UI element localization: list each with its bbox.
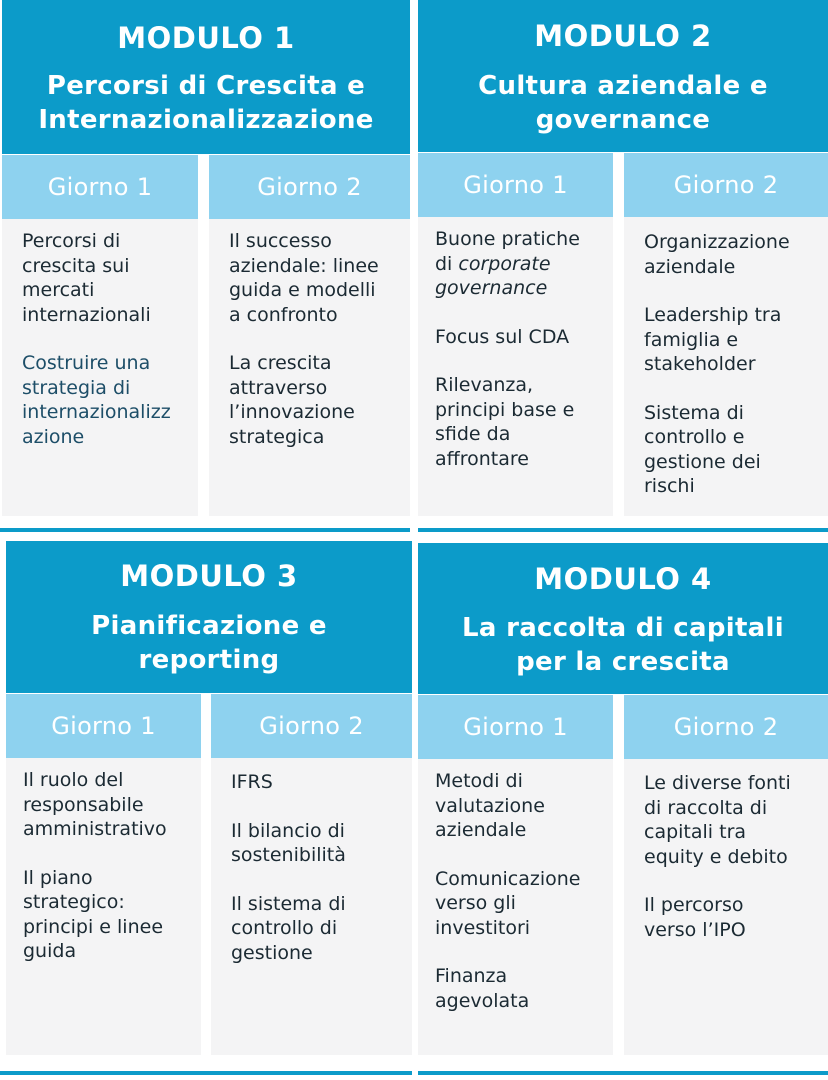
module-2 bbox=[418, 0, 828, 516]
day-2-content bbox=[624, 759, 828, 1055]
module-2-header bbox=[418, 0, 828, 152]
day-2-content bbox=[624, 217, 828, 516]
topic: Focus sul CDA bbox=[435, 325, 570, 348]
module-3-header bbox=[6, 541, 412, 693]
day-1-header: Giorno 1 bbox=[2, 155, 198, 219]
day-2-content bbox=[211, 758, 412, 1055]
module-subtitle: Pianificazione e reporting bbox=[91, 611, 327, 675]
module-1-header bbox=[2, 0, 410, 154]
divider bbox=[0, 528, 410, 532]
topic: Costruire una strategia di internazionalizz azione bbox=[22, 352, 171, 448]
topic: Il percorso verso l’IPO bbox=[644, 894, 746, 941]
topic: Le diverse fonti di raccolta di capitali tra equity e debito bbox=[644, 772, 791, 868]
topic: Percorsi di crescita sui mercati internazionali bbox=[22, 230, 151, 326]
topic: IFRS bbox=[231, 771, 273, 793]
topic: Rilevanza, principi base e sfide da affrontare bbox=[435, 374, 575, 470]
day-1-content bbox=[418, 759, 613, 1055]
module-4 bbox=[418, 543, 828, 1055]
module-4-header bbox=[418, 543, 828, 694]
day-2-content bbox=[209, 219, 410, 516]
day-2-header: Giorno 2 bbox=[624, 695, 828, 759]
module-1 bbox=[2, 0, 410, 516]
day-1-content bbox=[2, 219, 198, 516]
module-title: MODULO 1 bbox=[117, 21, 295, 55]
day-2-header: Giorno 2 bbox=[211, 694, 412, 758]
divider bbox=[0, 1071, 412, 1075]
module-subtitle: Cultura aziendale e governance bbox=[478, 71, 768, 135]
divider bbox=[418, 1071, 828, 1075]
topic bbox=[435, 227, 605, 301]
topic-text: Buone pratiche di bbox=[435, 228, 580, 275]
day-2-header: Giorno 2 bbox=[209, 155, 410, 219]
module-subtitle: Percorsi di Crescita e Internazionalizzazione bbox=[38, 71, 374, 135]
module-subtitle: La raccolta di capitali per la crescita bbox=[462, 613, 784, 677]
topic: Organizzazione aziendale bbox=[644, 231, 790, 278]
day-1-content bbox=[6, 758, 201, 1055]
topic: Metodi di valutazione aziendale bbox=[435, 770, 545, 841]
topic: La crescita attraverso l’innovazione strategica bbox=[229, 352, 355, 448]
day-2-header: Giorno 2 bbox=[624, 153, 828, 217]
day-1-header: Giorno 1 bbox=[418, 695, 613, 759]
day-1-header: Giorno 1 bbox=[6, 694, 201, 758]
topic: Finanza agevolata bbox=[435, 965, 530, 1012]
topic: Il bilancio di sostenibilità bbox=[231, 819, 346, 866]
module-title: MODULO 3 bbox=[120, 559, 298, 593]
divider bbox=[418, 528, 828, 532]
module-title: MODULO 4 bbox=[534, 562, 712, 596]
topic: Sistema di controllo e gestione dei rischi bbox=[644, 401, 761, 497]
day-1-content bbox=[418, 217, 613, 516]
topic: Il piano strategico: principi e linee guida bbox=[23, 866, 164, 962]
topic: Comunicazione verso gli investitori bbox=[435, 867, 581, 939]
topic: Il ruolo del responsabile amministrativo bbox=[23, 769, 167, 840]
topic: Il successo aziendale: linee guida e modelli a confronto bbox=[229, 230, 379, 326]
module-title: MODULO 2 bbox=[534, 19, 712, 53]
module-3 bbox=[6, 541, 412, 1055]
topic: Il sistema di controllo di gestione bbox=[231, 892, 346, 964]
topic: Leadership tra famiglia e stakeholder bbox=[644, 304, 782, 375]
day-1-header: Giorno 1 bbox=[418, 153, 613, 217]
topic-italic: corporate governance bbox=[435, 252, 551, 299]
